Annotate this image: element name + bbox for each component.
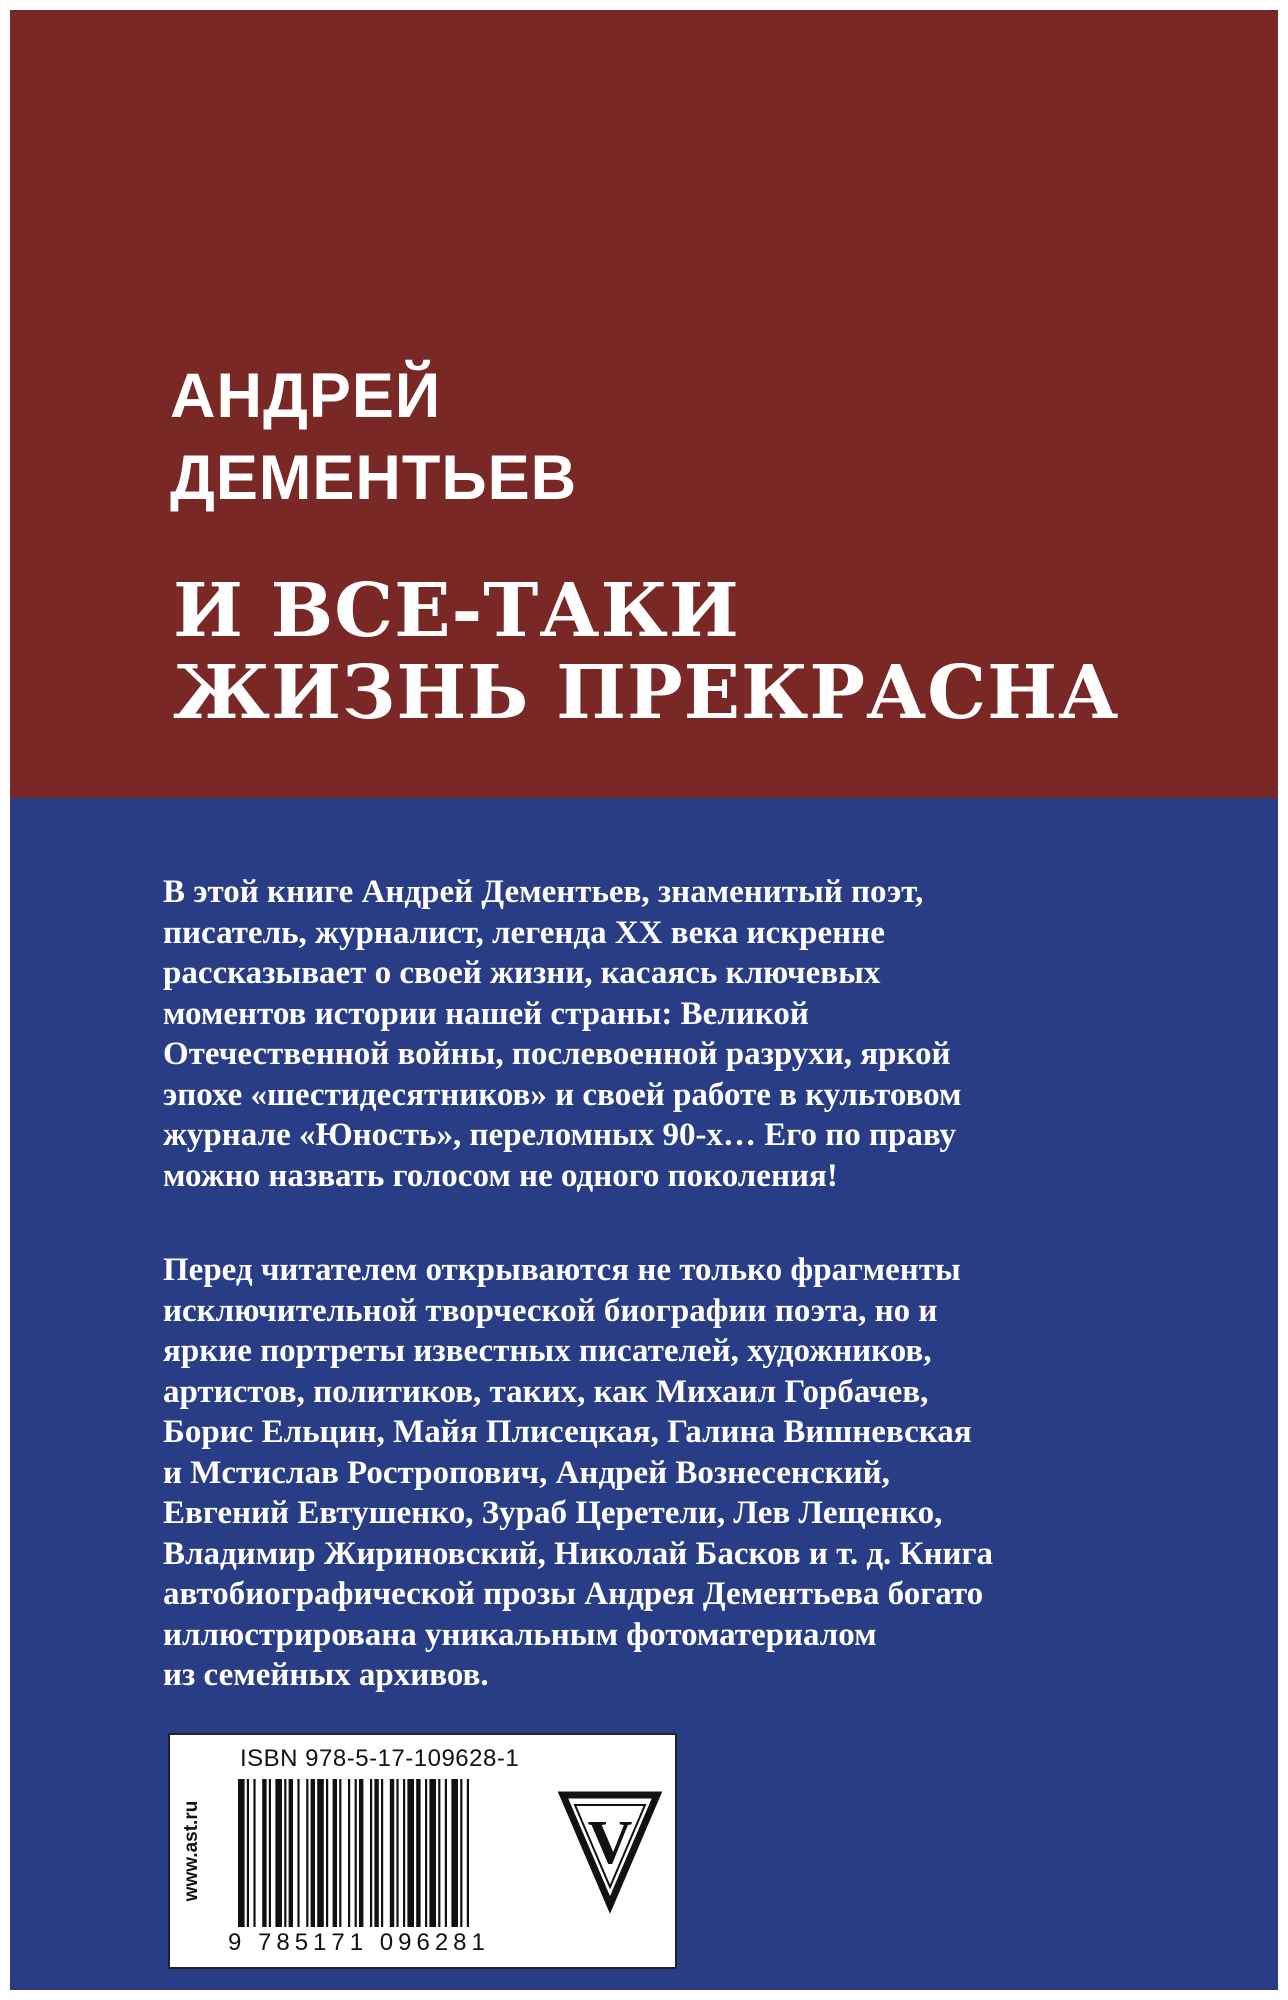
barcode-bar	[359, 1779, 363, 1927]
barcode-bar	[374, 1779, 378, 1927]
barcode-bar	[429, 1779, 436, 1927]
barcode-bar	[438, 1779, 440, 1927]
barcode-bar	[416, 1779, 420, 1927]
book-back-cover	[10, 10, 1278, 1990]
barcode-bar	[348, 1779, 350, 1927]
barcode-bar	[311, 1779, 315, 1927]
barcode-bar	[460, 1779, 462, 1927]
paragraph-line: рассказывает о своей жизни, касаясь ключевых	[163, 955, 881, 991]
barcode-bar	[407, 1779, 414, 1927]
barcode-bar	[425, 1779, 427, 1927]
paragraph-line: Отечественной войны, послевоенной разрухи, яркой	[163, 1036, 951, 1072]
barcode-bar	[445, 1779, 447, 1927]
paragraph-line: артистов, политиков, таких, как Михаил Горбачев,	[163, 1373, 929, 1410]
paragraph-line: яркие портреты известных писателей, художников,	[163, 1333, 932, 1369]
barcode-bars	[238, 1779, 558, 1927]
barcode-bar	[396, 1779, 398, 1927]
paragraph-line: В этой книге Андрей Дементьев, знаменитый поэт,	[163, 874, 924, 910]
paragraph-line: Евгений Евтушенко, Зураб Церетели, Лев Лещенко,	[163, 1495, 943, 1531]
barcode-bar	[326, 1779, 328, 1927]
publisher-website	[172, 1735, 212, 1967]
barcode-bar	[390, 1779, 394, 1927]
barcode-digits: 9 785171 096281	[228, 1929, 490, 1956]
barcode-bar	[289, 1779, 293, 1927]
paragraph-line: журнале «Юность», переломных 90-х… Его по праву	[163, 1117, 957, 1153]
barcode-bar	[238, 1779, 245, 1927]
paragraph-line: можно назвать голосом не одного поколения!	[163, 1157, 838, 1194]
publisher-logo-icon	[555, 1777, 665, 1917]
description-paragraph-2	[163, 1250, 1163, 1696]
paragraph-line: из семейных архивов.	[163, 1657, 489, 1693]
paragraph-line: Перед читателем открываются не только фрагменты	[163, 1252, 961, 1288]
paragraph-line: писатель, журналист, легенда XX века искренне	[163, 914, 885, 951]
paragraph-line: исключительной творческой биографии поэта, но и	[163, 1292, 938, 1329]
paragraph-line: моментов истории нашей страны: Великой	[163, 995, 809, 1032]
author-name	[170, 355, 577, 519]
paragraph-line: Борис Ельцин, Майя Плисецкая, Галина Вишневская	[163, 1414, 972, 1450]
author-line-2: ДЕМЕНТЬЕВ	[170, 443, 578, 513]
barcode-bar	[333, 1779, 337, 1927]
description-paragraph-1	[163, 872, 1163, 1196]
barcode-bar	[275, 1779, 282, 1927]
barcode-bar	[253, 1779, 255, 1927]
title-line-1: И ВСЕ-ТАКИ	[173, 568, 740, 654]
paragraph-line: автобиографической прозы Андрея Дементьева богато	[163, 1576, 984, 1612]
barcode-bar	[297, 1779, 299, 1927]
barcode-bar	[467, 1779, 469, 1927]
barcode-bar	[262, 1779, 266, 1927]
barcode-bar	[284, 1779, 286, 1927]
barcode-bar	[370, 1779, 372, 1927]
author-line-1: АНДРЕЙ	[170, 361, 442, 431]
book-title	[173, 570, 1119, 734]
publisher-mark-letter: V	[587, 1809, 633, 1877]
barcode-bar	[403, 1779, 405, 1927]
barcode-bar	[247, 1779, 249, 1927]
paragraph-line: эпохе «шестидесятников» и своей работе в культовом	[163, 1076, 962, 1113]
website-text: www.ast.ru	[181, 1800, 202, 1902]
barcode-bar	[451, 1779, 458, 1927]
barcode-bar	[306, 1779, 308, 1927]
paragraph-line: иллюстрирована уникальным фотоматериалом	[163, 1616, 877, 1653]
isbn-label: ISBN 978-5-17-109628-1	[240, 1745, 520, 1772]
paragraph-line: Владимир Жириновский, Николай Басков и т. д. Книга	[163, 1535, 993, 1572]
barcode-bar	[381, 1779, 383, 1927]
barcode-bar	[269, 1779, 271, 1927]
barcode-bar	[355, 1779, 357, 1927]
barcode-bar	[339, 1779, 341, 1927]
title-line-2: ЖИЗНЬ ПРЕКРАСНА	[173, 650, 1120, 736]
paragraph-line: и Мстислав Ростропович, Андрей Вознесенский,	[163, 1454, 890, 1491]
top-panel	[10, 10, 1278, 798]
barcode-bar	[317, 1779, 324, 1927]
barcode-box	[168, 1733, 677, 1969]
